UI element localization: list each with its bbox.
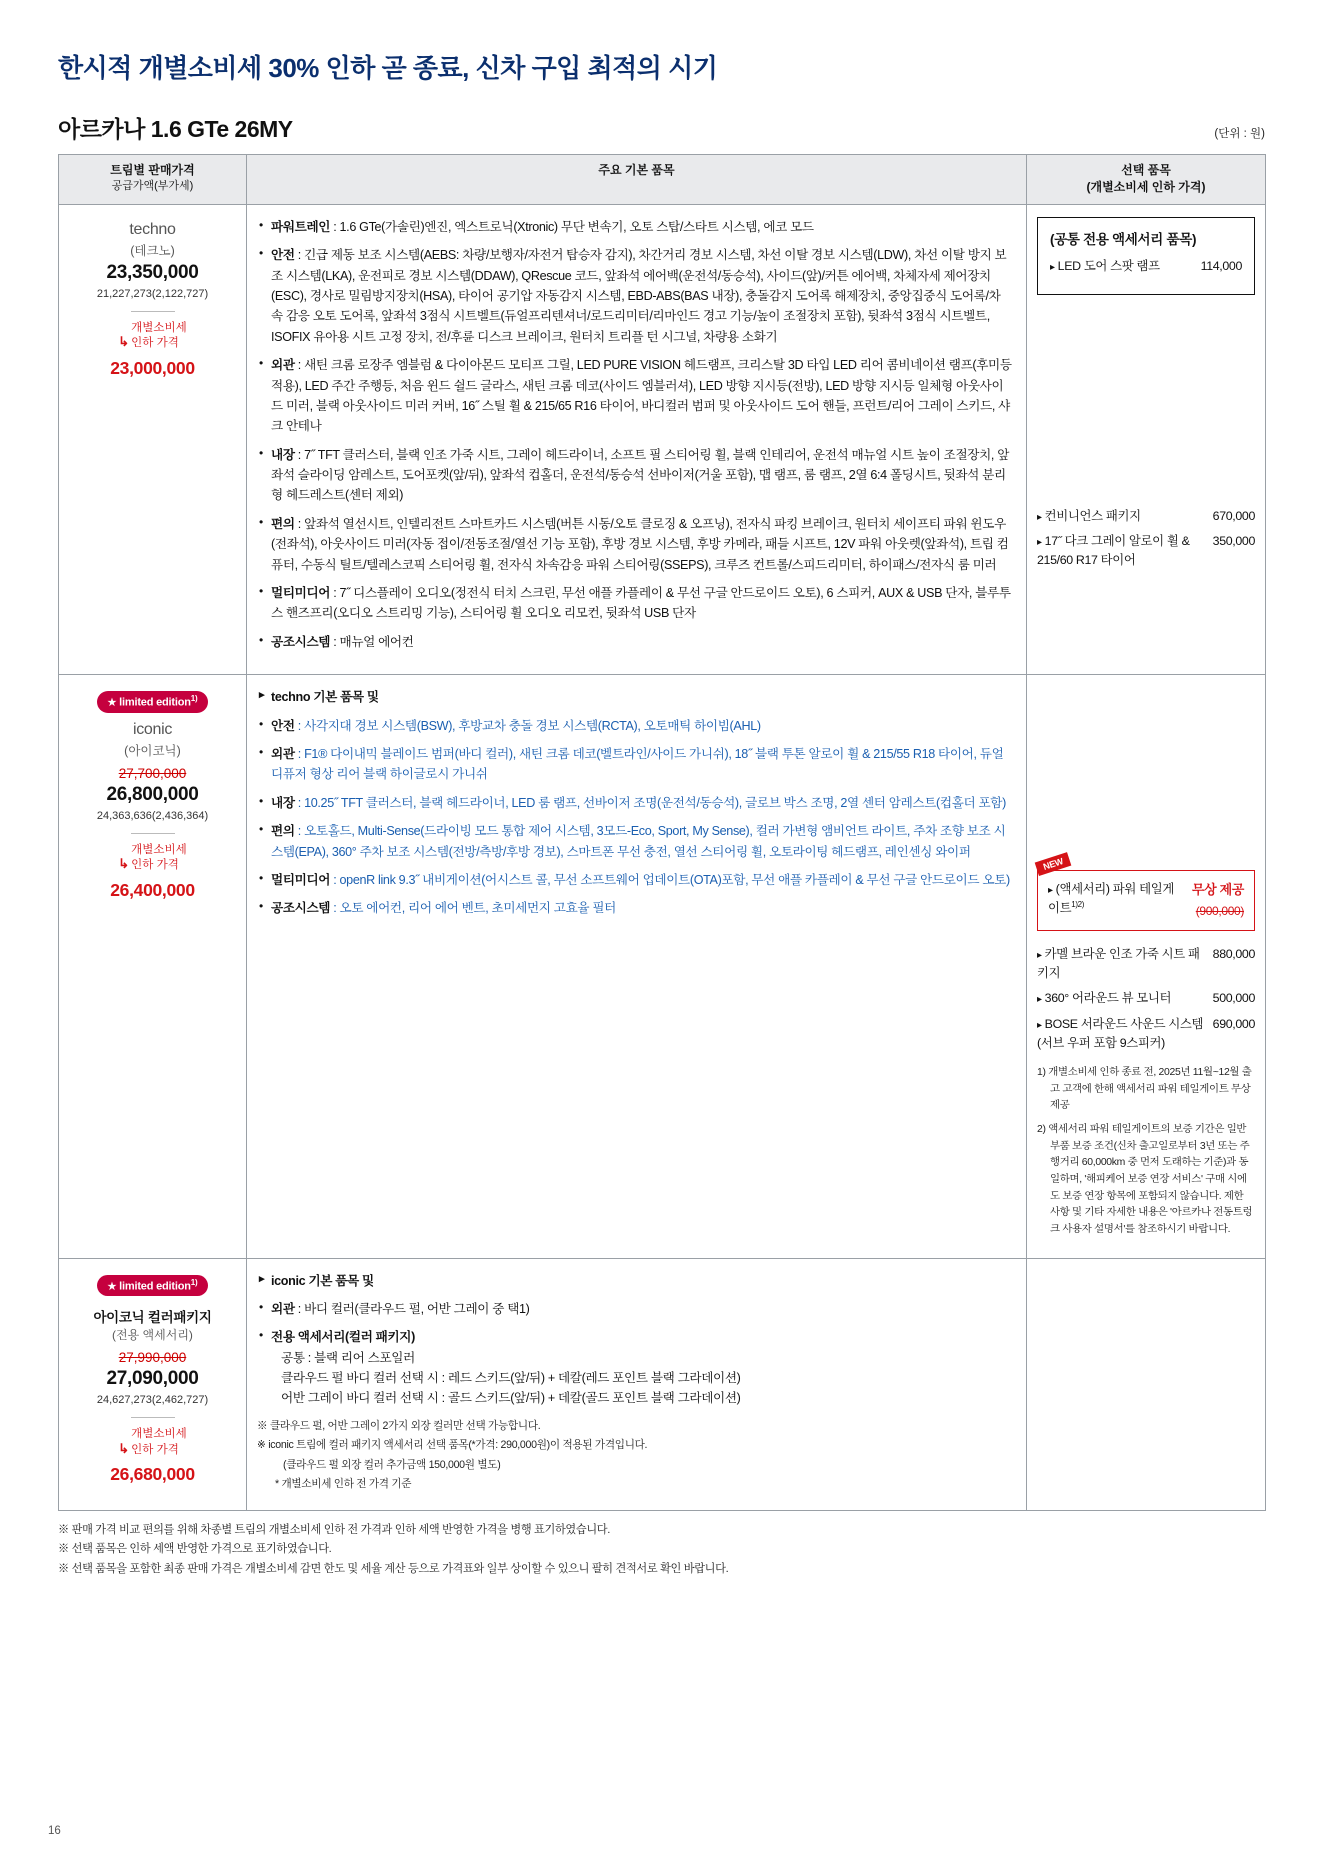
limited-edition-badge: ★ limited edition$^{1)}$ [97,691,209,713]
free-label: 무상 제공 [1191,882,1244,898]
option-row: ▸ (액세서리) 파워 테일게이트$^{1)2)}$ 무상 제공 (900,000) [1048,880,1244,921]
list-item: • 편의 : 앞좌석 열선시트, 인텔리전트 스마트카드 시스템(버튼 시동/오토 클로징 & 오프닝), 전자식 파킹 브레이크, 원터치 세이프티 파워 윈도우(전좌석), 아웃사이드 미러(자동 접이/전동조절/열선 기능 포함), 후방 경보 시스템, 후방 카메라, 패들 시프트, 12V 파워 아웃렛(앞좌석), 트립 컴퓨터, 수동식 틸트/텔레스코픽 스티어링 휠, 전자식 차속감응 파워 스티어링(SSEPS), 크루즈 컨트롤/스피드리미터, 하이패스/전자식 룸 미러 [257,514,1012,575]
trim-price-table [58,154,1266,1511]
triangle-icon: ▸ [1050,261,1055,273]
spacer [1037,687,1255,862]
star-icon: ★ [107,1281,117,1293]
trim-name-en: techno [129,220,176,238]
list-item: • 외관 : 새틴 크롬 로장주 엠블럼 & 다이아몬드 모티프 그릴, LED PURE VISION 헤드램프, 크리스탈 3D 타입 LED 리어 콤비네이션 램프(후미등 적용), LED 주간 주행등, 처음 윈드 쉴드 글라스, 새틴 크롬 데코(사이드 엠블러셔), LED 방향 지시등(전방), LED 방향 지시등 일체형 아웃사이드 미러, 블랙 아웃사이드 미러 커버, 16˝ 스틸 휠 & 215/65 R16 타이어, 바디컬러 범퍼 및 아웃사이드 도어 핸들, 프런트/리어 그레이 스키드, 샤크 안테나 [257,355,1012,437]
power-tailgate-highlight [1037,856,1255,931]
triangle-icon: ▸ [1037,537,1042,549]
trim-price-supply: 21,227,273(2,122,727) [96,287,209,300]
triangle-icon: ▸ [1037,512,1042,523]
feature-list [257,687,1012,919]
page-title: 아르카나 1.6 GTe 26MY [58,116,293,142]
arrow-icon: ↳ [118,334,130,350]
trim-price-original: 27,990,000 [118,1350,187,1366]
common-accessory-box [1037,217,1255,295]
triangle-icon: ▸ [1037,994,1042,1006]
list-item: • 외관 : 바디 컬러(클라우드 펄, 어반 그레이 중 택1) [257,1299,1012,1319]
note: * 개별소비세 인하 전 가격 기준 [275,1478,412,1491]
trim-price-supply: 24,363,636(2,436,364) [96,809,209,822]
feature-list [257,1271,1012,1409]
header-options: 선택 품목 (개별소비세 인하 가격) [1027,155,1266,205]
trim-name-en: iconic [132,720,173,738]
option-row: ▸ LED 도어 스팟 램프 114,000 [1050,258,1242,273]
list-item: • 외관 : F1® 다이내믹 블레이드 범퍼(바디 컬러), 새틴 크롬 데코(벨트라인/사이드 가니쉬), 18˝ 블랙 투톤 알로이 휠 & 215/55 R18 타이어, 듀얼 디퓨저 형상 리어 블랙 하이글로시 가니쉬 [257,744,1012,785]
trim-price-original: 27,700,000 [118,765,187,781]
table-header-row [59,155,1266,205]
bottom-note: ※ 판매 가격 비교 편의를 위해 차종별 트림의 개별소비세 인하 전 가격과 인하 세액 반영한 가격을 병행 표기하였습니다. [58,1523,610,1536]
common-accessory-title: (공통 전용 액세서리 품목) [1050,231,1197,247]
model-header-row [58,111,1265,144]
options-cell-iconic [1027,675,1266,1258]
trim-price-supply: 24,627,273(2,462,727) [96,1394,209,1407]
features-cell-color-package [247,1258,1027,1510]
trim-price: 27,090,000 [106,1368,199,1390]
star-icon: ★ [107,697,117,709]
arrow-icon: ↳ [118,1440,130,1456]
unit-note: (단위 : 원) [1214,128,1265,140]
list-item: • 내장 : 10.25˝ TFT 클러스터, 블랙 헤드라이너, LED 룸 램프, 선바이저 조명(운전석/동승석), 글로브 박스 조명, 2열 센터 암레스트(컵홀더 포함) [257,793,1012,813]
option-footnotes [1037,1065,1255,1238]
triangle-icon: ▸ [1037,1019,1042,1031]
header-main-features: 주요 기본 품목 [247,155,1027,205]
list-item: • 공조시스템 : 매뉴얼 에어컨 [257,632,1012,652]
trim-cell-iconic: ★ limited edition$^{1)}$ iconic (아이코닉) 27,700,000 26,800,000 24,363,636(2,436,364) ↳개별소비세 인하 가격 26,400,000 [59,675,247,1258]
feature-list [257,217,1012,652]
option-row: ▸ 360° 어라운드 뷰 모니터 500,000 [1037,991,1255,1006]
list-item: • 공조시스템 : 오토 에어컨, 리어 에어 벤트, 초미세먼지 고효율 필터 [257,898,1012,918]
option-row: ▸ BOSE 서라운드 사운드 시스템 (서브 우퍼 포함 9스피커) 690,000 [1037,1016,1255,1050]
triangle-icon: ▸ [1048,885,1053,897]
list-item: • 파워트레인 : 1.6 GTe(가솔린)엔진, 엑스트로닉(Xtronic) 무단 변속기, 오토 스탑/스타트 시스템, 에코 모드 [257,217,1012,237]
trim-final-price: 23,000,000 [110,357,195,378]
option-row: ▸ 17˝ 다크 그레이 알로이 휠 & 215/60 R17 타이어 350,000 [1037,534,1255,568]
bottom-notes [58,1521,1265,1580]
page-number: 16 [48,1825,61,1837]
original-price: (900,000) [1195,904,1244,919]
option-row: ▸ 카멜 브라운 인조 가죽 시트 패키지 880,000 [1037,947,1255,981]
list-item-head: ▸ techno 기본 품목 및 [257,687,1012,707]
features-cell-iconic [247,675,1027,1258]
list-item: • 안전 : 사각지대 경보 시스템(BSW), 후방교차 충돌 경보 시스템(RCTA), 오토매틱 하이빔(AHL) [257,716,1012,736]
note: ※ 클라우드 펄, 어반 그레이 2가지 외장 컬러만 선택 가능합니다. [257,1419,541,1432]
trim-name-ko: (테크노) [130,243,175,258]
arrow-icon: ↳ [118,856,130,872]
limited-edition-badge: ★ limited edition$^{1)}$ [97,1275,209,1297]
features-cell-techno [247,204,1027,674]
package-title: 아이코닉 컬러패키지 [93,1310,212,1326]
divider [131,833,175,834]
bottom-note: ※ 선택 품목을 포함한 최종 판매 가격은 개별소비세 감면 한도 및 세율 계산 등으로 가격표와 일부 상이할 수 있으니 팔히 견적서로 확인 바랍니다. [58,1562,729,1575]
list-item: • 내장 : 7˝ TFT 클러스터, 블랙 인조 가죽 시트, 그레이 헤드라이너, 소프트 필 스티어링 휠, 블랙 인테리어, 운전석 매뉴얼 시트 높이 조절장치, 앞좌석 슬라이딩 암레스트, 도어포켓(앞/뒤), 앞좌석 컵홀더, 운전석/동승석 선바이저(거울 포함), 맵 램프, 룸 램프, 2열 6:4 폴딩시트, 뒷좌석 분리형 헤드레스트(센터 제외) [257,445,1012,506]
table-row [59,675,1266,1258]
trim-final-price: 26,680,000 [110,1464,195,1485]
note: ※ iconic 트림에 컬러 패키지 액세서리 선택 품목(*가격: 290,000원)이 적용된 가격입니다. [257,1439,648,1452]
footnote-2: 2) 액세서리 파워 테일게이트의 보증 기간은 일반 부품 보증 조건(신차 출고일로부터 3년 또는 주행거리 60,000km 중 먼저 도래하는 기준)과 동일하며, '해피케어 보증 연장 서비스' 구매 시에도 보증 연장 항목에 포함되지 않습니다. 제한 사항 및 기타 자세한 내용은 '아르카나 전동트렁크 사용자 설명서'를 참조하시기 바랍니다. [1037,1124,1253,1235]
table-row [59,1258,1266,1510]
color-detail-2: 클라우드 펄 바디 컬러 선택 시 : 레드 스키드(앞/뒤) + 데칼(레드 포인트 블랙 그라데이션) [281,1371,741,1386]
list-item: • 안전 : 긴급 제동 보조 시스템(AEBS: 차량/보행자/자전거 탑승자 감지), 차간거리 경보 시스템, 차선 이탈 경보 시스템(LDW), 차선 이탈 방지 보조 시스템(LKA), 운전피로 경보 시스템(DDAW), QRescue 코드, 앞좌석 에어백(운전석/동승석), 사이드(앞)/커튼 에어백, 차체자세 제어장치(ESC), 경사로 밀림방지장치(HSA), 타이어 공기압 자동감지 시스템, EBD-ABS(BAS 내장), 충돌감지 도어록 해제장치, 중앙집중식 도어록/차속 감응 오토 도어록, 앞좌석 3점식 시트벨트(듀얼프리텐셔너/로드리미터/리마인드 경고 기능/높이 조절장치 포함), 뒷좌석 3점식 시트벨트, ISOFIX 유아용 시트 고정 장치, 전/후륜 디스크 브레이크, 원터치 트리플 턴 시그널, 차량용 소화기 [257,245,1012,347]
note: (클라우드 펄 외장 컬러 추가금액 150,000원 별도) [283,1458,501,1471]
trim-cell-techno: techno (테크노) 23,350,000 21,227,273(2,122,727) ↳개별소비세 인하 가격 23,000,000 [59,204,247,674]
package-subtitle: (전용 액세서리) [112,1328,193,1343]
options-cell-techno [1027,204,1266,674]
trim-price: 26,800,000 [106,783,199,805]
trim-final-price: 26,400,000 [110,879,195,900]
divider [131,311,175,312]
options-cell-color-package [1027,1258,1266,1510]
page-headline: 한시적 개별소비세 30% 인하 곧 종료, 신차 구입 최적의 시기 [58,53,718,83]
bottom-note: ※ 선택 품목은 인하 세액 반영한 가격으로 표기하였습니다. [58,1543,332,1556]
footnote-1: 1) 개별소비세 인하 종료 전, 2025년 11월~12월 출고 고객에 한해 액세서리 파워 테일게이트 무상 제공 [1037,1067,1252,1112]
color-detail-1: 공통 : 블랙 리어 스포일러 [281,1350,415,1365]
techno-options [1037,507,1255,571]
new-badge: NEW [1035,852,1072,876]
list-item: • 전용 액세서리(컬러 패키지) 공통 : 블랙 리어 스포일러 클라우드 펄 바디 컬러 선택 시 : 레드 스키드(앞/뒤) + 데칼(레드 포인트 블랙 그라데이션) 어반 그레이 바디 컬러 선택 시 : 골드 스키드(앞/뒤) + 데칼(골드 포인트 블랙 그라데이션) [257,1327,1012,1409]
table-row [59,204,1266,674]
trim-price: 23,350,000 [106,261,199,283]
list-item: • 편의 : 오토홀드, Multi-Sense(드라이빙 모드 통합 제어 시스템, 3모드-Eco, Sport, My Sense), 컬러 가변형 앰비언트 라이트, 주차 조향 보조 시스템(EPA), 360° 주차 보조 시스템(전방/측방/후방 경보), 스마트폰 무선 충전, 열선 스티어링 휠, 오토라이팅 헤드램프, 레인센싱 와이퍼 [257,821,1012,862]
header-trim-price: 트림별 판매가격 공급가액(부가세) [59,155,247,205]
divider [131,1417,175,1418]
trim-name-ko: (아이코닉) [124,743,181,758]
list-item-head: ▸ iconic 기본 품목 및 [257,1271,1012,1291]
color-package-notes [257,1418,1012,1494]
triangle-icon: ▸ [1037,950,1042,962]
trim-cell-color-package: ★ limited edition$^{1)}$ 아이코닉 컬러패키지 (전용 액세서리) 27,990,000 27,090,000 24,627,273(2,462,727) ↳개별소비세 인하 가격 26,680,000 [59,1258,247,1510]
color-detail-3: 어반 그레이 바디 컬러 선택 시 : 골드 스키드(앞/뒤) + 데칼(골드 포인트 블랙 그라데이션) [281,1391,741,1406]
list-item: • 멀티미디어 : openR link 9.3˝ 내비게이션(어시스트 콜, 무선 소프트웨어 업데이트(OTA)포함, 무선 애플 카플레이 & 무선 구글 안드로이드 오토) [257,870,1012,890]
option-row: ▸ 컨비니언스 패키지 670,000 [1037,509,1255,523]
list-item: • 멀티미디어 : 7˝ 디스플레이 오디오(정전식 터치 스크린, 무선 애플 카플레이 & 무선 구글 안드로이드 오토), 6 스피커, AUX & USB 단자, 블루투스 핸즈프리(오디오 스트리밍 기능), 스티어링 휠 오디오 리모컨, 뒷좌석 USB 단자 [257,583,1012,624]
